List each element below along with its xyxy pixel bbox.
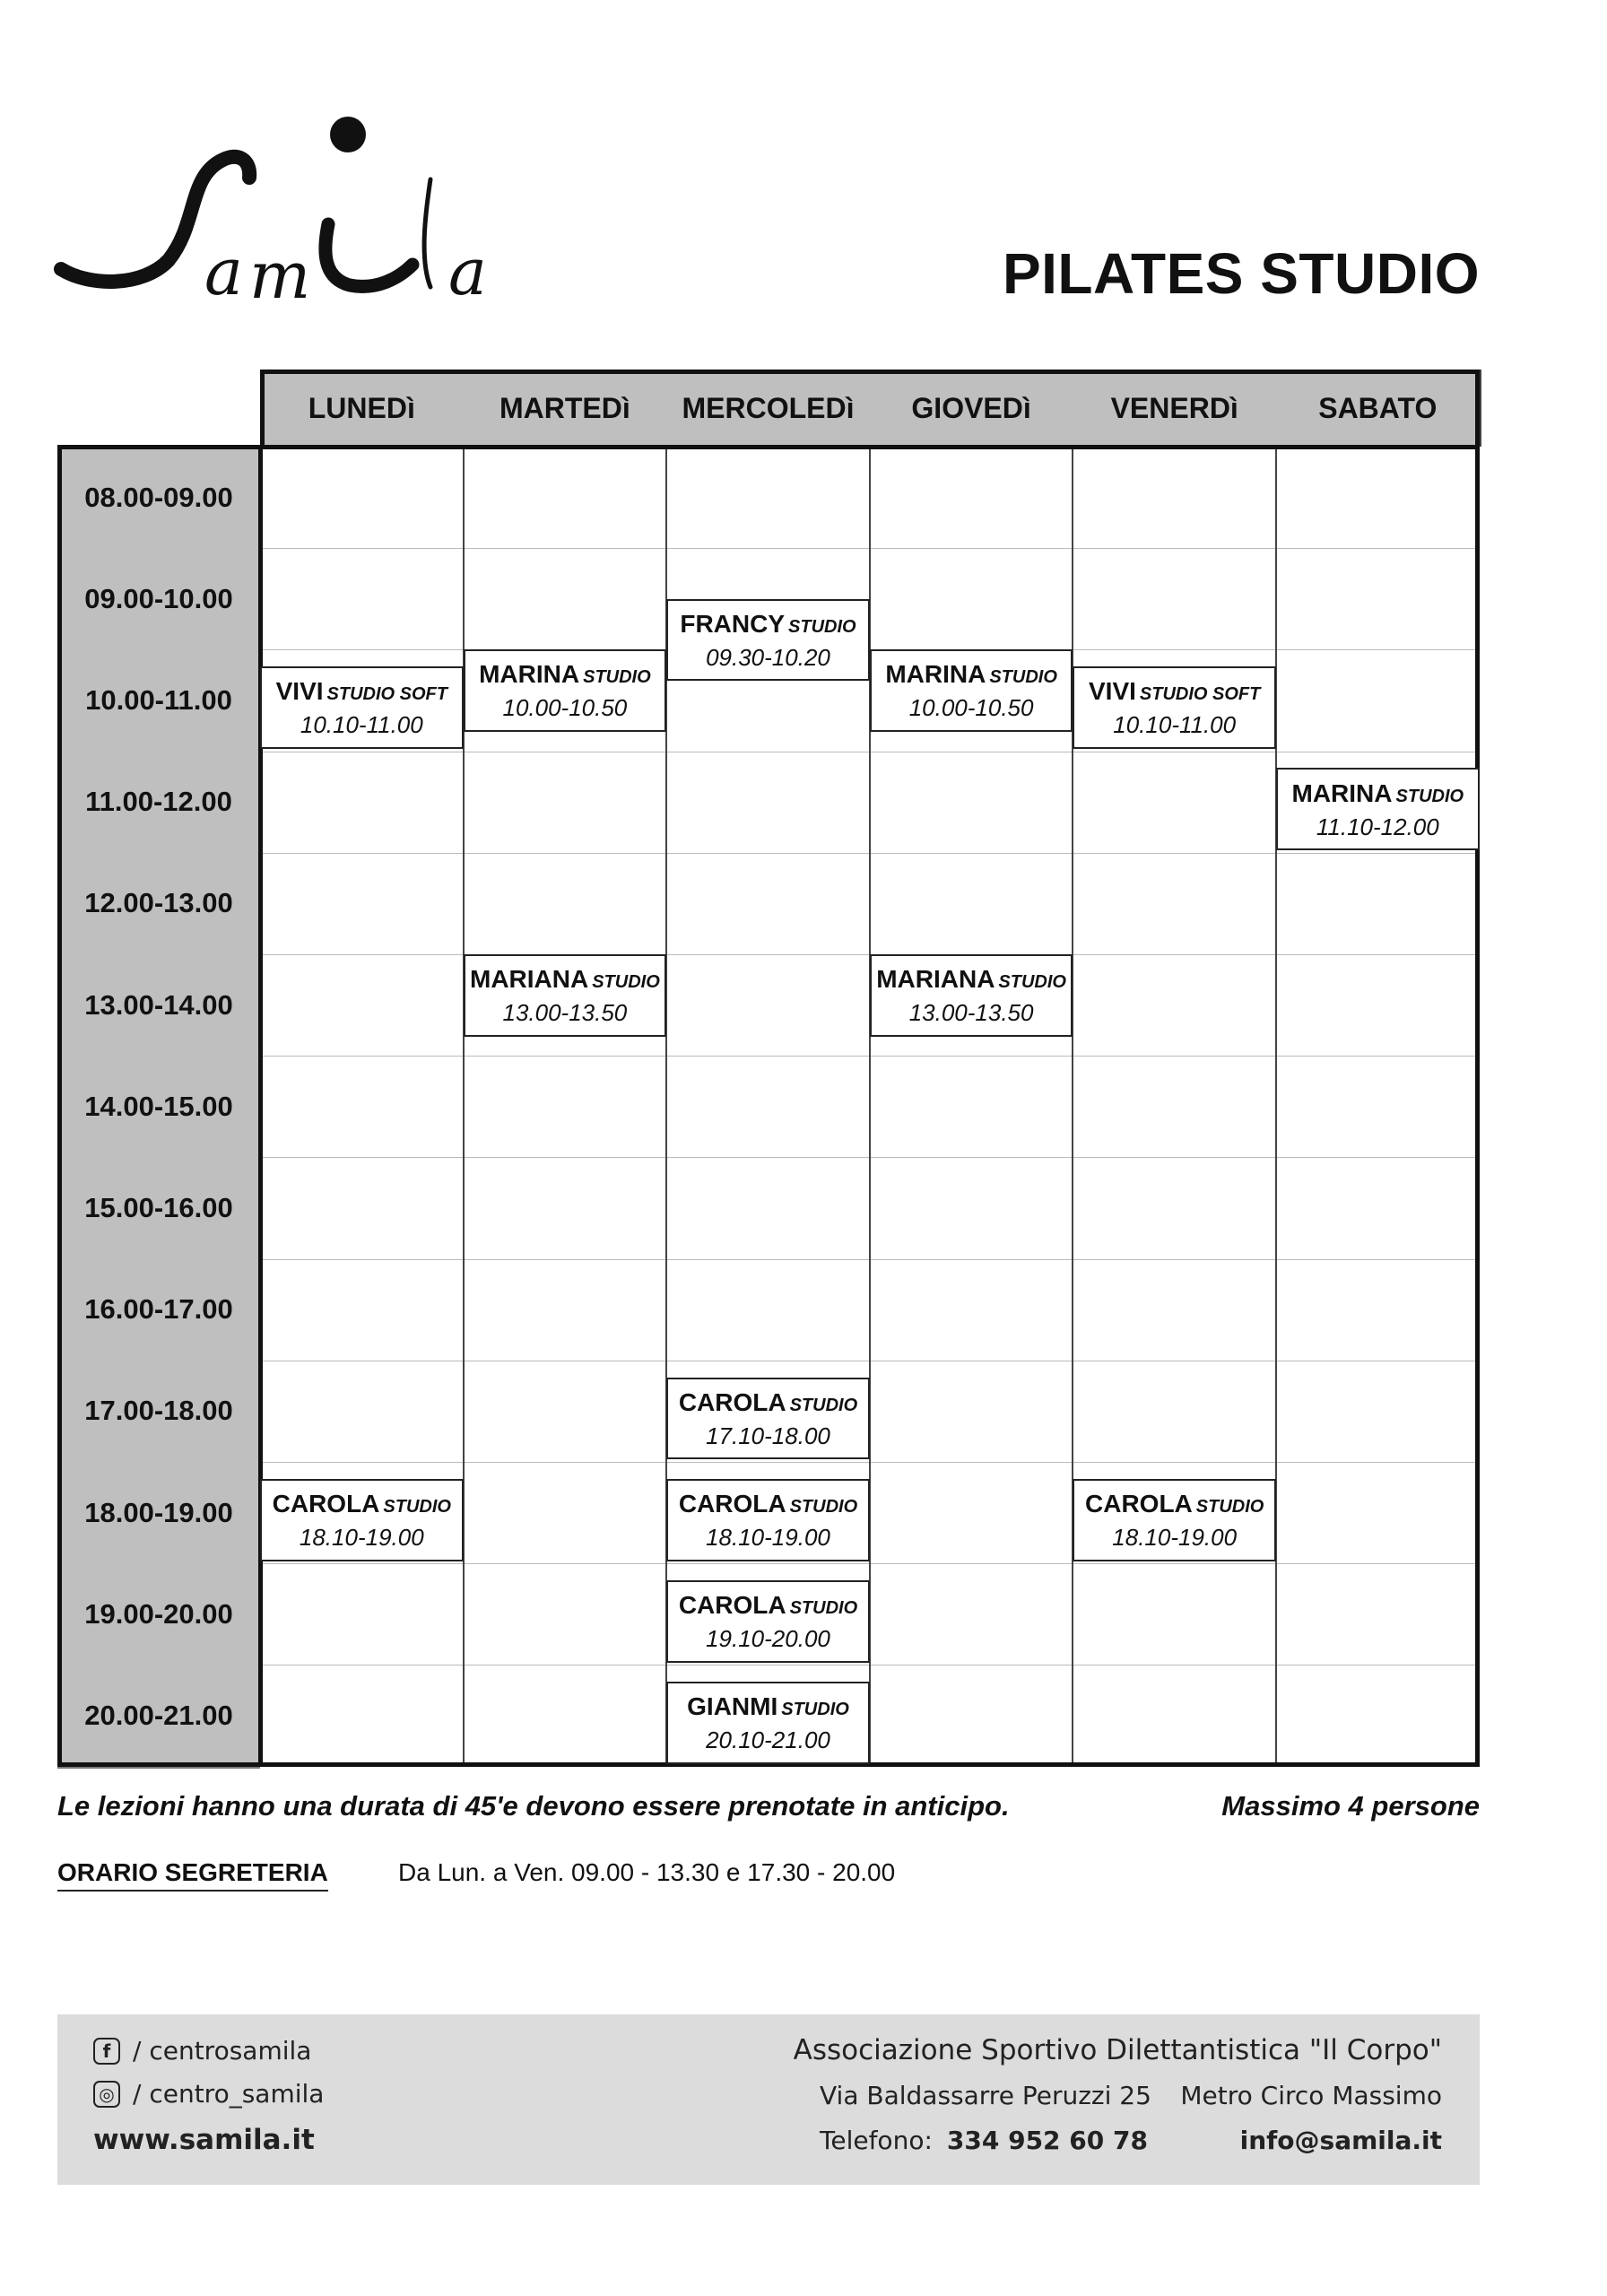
class-type: STUDIO bbox=[789, 1598, 858, 1619]
class-block[interactable] bbox=[464, 954, 667, 1037]
instructor-name: FRANCY bbox=[680, 609, 786, 638]
class-title bbox=[479, 658, 651, 690]
facebook-handle: / centrosamila bbox=[133, 2036, 312, 2066]
class-block[interactable] bbox=[666, 1378, 870, 1460]
class-title bbox=[1292, 778, 1464, 809]
instagram-link[interactable] bbox=[93, 2079, 324, 2109]
class-time: 18.10-19.00 bbox=[1112, 1523, 1238, 1551]
class-time: 10.00-10.50 bbox=[502, 694, 628, 722]
class-title bbox=[470, 963, 660, 995]
class-block[interactable] bbox=[666, 599, 870, 682]
class-title bbox=[679, 1387, 857, 1418]
class-time: 18.10-19.00 bbox=[706, 1523, 830, 1551]
class-type: STUDIO bbox=[781, 1700, 849, 1720]
class-block[interactable] bbox=[1073, 1479, 1276, 1561]
instructor-name: CAROLA bbox=[272, 1489, 380, 1518]
duration-note: Le lezioni hanno una durata di 45'e devono essere prenotate in anticipo. bbox=[57, 1790, 1010, 1822]
instagram-handle: / centro_samila bbox=[133, 2079, 325, 2109]
day-header: MERCOLEDì bbox=[666, 370, 872, 447]
class-title bbox=[679, 1488, 857, 1519]
class-block[interactable] bbox=[870, 954, 1073, 1037]
time-slot-label: 16.00-17.00 bbox=[57, 1259, 260, 1362]
phone-number[interactable]: 334 952 60 78 bbox=[946, 2126, 1148, 2155]
metro: Metro Circo Massimo bbox=[1180, 2081, 1442, 2110]
class-type: STUDIO SOFT bbox=[326, 684, 447, 705]
time-slot-label: 12.00-13.00 bbox=[57, 853, 260, 956]
time-slot-label: 09.00-10.00 bbox=[57, 548, 260, 651]
day-header: GIOVEDì bbox=[870, 370, 1075, 447]
class-title bbox=[1085, 1488, 1264, 1519]
class-block[interactable] bbox=[666, 1479, 870, 1561]
day-header: LUNEDì bbox=[260, 370, 465, 447]
instructor-name: CAROLA bbox=[678, 1489, 786, 1518]
class-time: 19.10-20.00 bbox=[706, 1625, 830, 1653]
office-hours: Da Lun. a Ven. 09.00 - 13.30 e 17.30 - 20.00 bbox=[398, 1858, 896, 1886]
class-time: 11.10-12.00 bbox=[1316, 813, 1439, 840]
svg-text:m: m bbox=[249, 238, 311, 313]
email-link[interactable]: info@samila.it bbox=[1239, 2126, 1442, 2155]
instructor-name: MARIANA bbox=[876, 965, 995, 994]
day-header: SABATO bbox=[1276, 370, 1481, 447]
class-type: STUDIO bbox=[1195, 1496, 1264, 1517]
instructor-name: VIVI bbox=[275, 677, 324, 706]
class-block[interactable] bbox=[1073, 666, 1276, 749]
time-slot-label: 18.00-19.00 bbox=[57, 1462, 260, 1565]
time-slot-label: 11.00-12.00 bbox=[57, 752, 260, 855]
class-type: STUDIO bbox=[989, 667, 1057, 688]
page-title: PILATES STUDIO bbox=[1002, 241, 1480, 306]
class-time: 20.10-21.00 bbox=[706, 1726, 830, 1754]
address: Via Baldassarre Peruzzi 25 bbox=[820, 2081, 1151, 2110]
class-type: STUDIO bbox=[1395, 786, 1464, 806]
footer bbox=[57, 2014, 1480, 2185]
time-slot-label: 10.00-11.00 bbox=[57, 649, 260, 752]
time-slot-label: 15.00-16.00 bbox=[57, 1157, 260, 1260]
class-title bbox=[876, 963, 1066, 995]
class-time: 13.00-13.50 bbox=[502, 999, 628, 1027]
class-title bbox=[273, 1488, 451, 1519]
facebook-link[interactable] bbox=[93, 2036, 311, 2066]
class-time: 09.30-10.20 bbox=[706, 643, 830, 671]
class-time: 10.10-11.00 bbox=[300, 711, 423, 739]
day-header: MARTEDì bbox=[464, 370, 669, 447]
website-link[interactable]: www.samila.it bbox=[93, 2124, 315, 2156]
class-type: STUDIO bbox=[592, 972, 660, 993]
svg-text:a: a bbox=[448, 234, 487, 309]
instructor-name: CAROLA bbox=[678, 1591, 786, 1620]
instructor-name: CAROLA bbox=[1085, 1489, 1193, 1518]
class-time: 18.10-19.00 bbox=[299, 1523, 424, 1551]
instructor-name: MARINA bbox=[1291, 778, 1393, 807]
class-title bbox=[679, 1589, 857, 1621]
class-time: 13.00-13.50 bbox=[908, 999, 1034, 1027]
class-type: STUDIO bbox=[789, 1496, 858, 1517]
samila-logo bbox=[54, 108, 520, 323]
instructor-name: MARINA bbox=[885, 660, 986, 689]
svg-text:a: a bbox=[204, 234, 243, 309]
header-frame bbox=[260, 370, 1480, 449]
class-title bbox=[687, 1691, 849, 1722]
class-type: STUDIO bbox=[998, 972, 1066, 993]
time-column-border bbox=[258, 447, 263, 1767]
class-block[interactable] bbox=[260, 666, 464, 749]
class-type: STUDIO SOFT bbox=[1139, 684, 1261, 705]
class-block[interactable] bbox=[1276, 768, 1480, 850]
class-type: STUDIO bbox=[789, 1395, 858, 1415]
class-title bbox=[276, 675, 447, 707]
class-block[interactable] bbox=[666, 1682, 870, 1764]
schedule-table bbox=[57, 370, 1480, 1776]
office-hours-label: ORARIO SEGRETERIA bbox=[57, 1858, 328, 1892]
class-block[interactable] bbox=[666, 1580, 870, 1663]
association-name: Associazione Sportivo Dilettantistica "Il Corpo" bbox=[793, 2034, 1442, 2066]
time-slot-label: 13.00-14.00 bbox=[57, 954, 260, 1057]
instructor-name: VIVI bbox=[1089, 677, 1136, 706]
class-type: STUDIO bbox=[583, 667, 651, 688]
class-time: 17.10-18.00 bbox=[706, 1422, 830, 1449]
phone-label: Telefono: bbox=[820, 2126, 933, 2155]
class-time: 10.10-11.00 bbox=[1113, 711, 1237, 739]
time-slot-label: 20.00-21.00 bbox=[57, 1665, 260, 1768]
instructor-name: GIANMI bbox=[687, 1692, 778, 1721]
class-title bbox=[885, 658, 1057, 690]
class-block[interactable] bbox=[870, 649, 1073, 732]
day-header: VENERDì bbox=[1073, 370, 1278, 447]
class-type: STUDIO bbox=[788, 616, 856, 637]
class-time: 10.00-10.50 bbox=[908, 694, 1034, 722]
facebook-icon: f bbox=[93, 2038, 120, 2065]
capacity-note: Massimo 4 persone bbox=[1221, 1790, 1480, 1822]
time-slot-label: 19.00-20.00 bbox=[57, 1563, 260, 1666]
class-title bbox=[680, 608, 856, 639]
instagram-icon: ◎ bbox=[93, 2081, 120, 2108]
instructor-name: CAROLA bbox=[678, 1387, 786, 1416]
time-slot-label: 17.00-18.00 bbox=[57, 1361, 260, 1464]
time-slot-label: 08.00-09.00 bbox=[57, 447, 260, 550]
class-block[interactable] bbox=[260, 1479, 464, 1561]
class-title bbox=[1089, 675, 1260, 707]
class-type: STUDIO bbox=[383, 1496, 451, 1517]
instructor-name: MARIANA bbox=[470, 965, 589, 994]
class-block[interactable] bbox=[464, 649, 667, 732]
instructor-name: MARINA bbox=[479, 660, 580, 689]
time-slot-label: 14.00-15.00 bbox=[57, 1056, 260, 1159]
